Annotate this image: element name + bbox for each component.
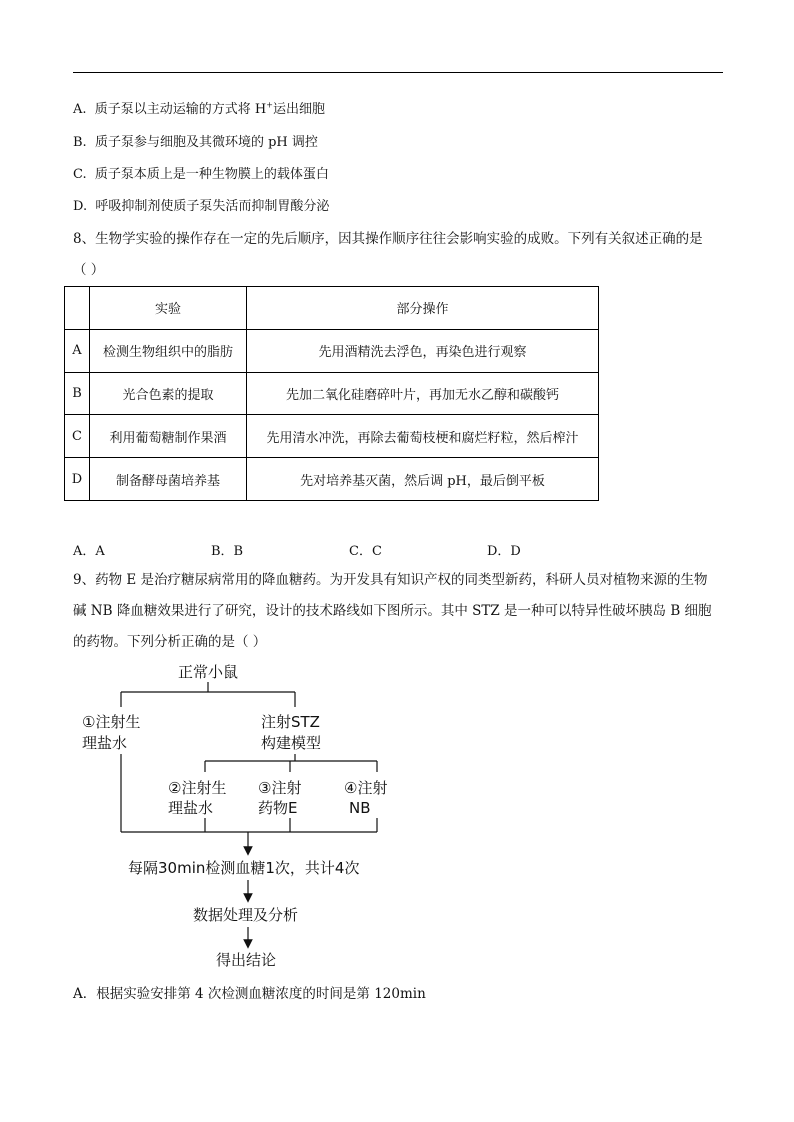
row-experiment: 光合色素的提取 bbox=[90, 372, 247, 415]
answer-option-b[interactable]: B．B bbox=[211, 544, 244, 559]
flow-branch1-line2: 理盐水 bbox=[82, 734, 128, 752]
option-prefix: C. bbox=[73, 167, 87, 182]
flow-sub2-line2: 理盐水 bbox=[168, 799, 214, 817]
flow-sub3-line2: 药物E bbox=[258, 799, 298, 817]
row-key: C bbox=[65, 415, 90, 458]
row-operation: 先用酒精洗去浮色，再染色进行观察 bbox=[247, 329, 599, 372]
row-key: B bbox=[65, 372, 90, 415]
option-text: 质子泵以主动运输的方式将 H bbox=[94, 102, 267, 117]
flow-sub3-line1: ③注射 bbox=[258, 779, 302, 797]
q9-option-a: A．根据实验安排第 4 次检测血糖浓度的时间是第 120min bbox=[73, 986, 426, 1002]
flow-root: 正常小鼠 bbox=[177, 663, 239, 681]
option-prefix: D. bbox=[73, 199, 88, 214]
answer-option-a[interactable]: A．A bbox=[73, 544, 105, 559]
q8-stem-line2: （ ） bbox=[73, 262, 105, 278]
flow-sub4-line2: NB bbox=[349, 799, 371, 817]
option-text: 质子泵本质上是一种生物膜上的载体蛋白 bbox=[94, 167, 329, 182]
row-operation: 先对培养基灭菌，然后调 pH，最后倒平板 bbox=[247, 458, 599, 501]
option-prefix: B. bbox=[73, 135, 87, 150]
option-text: 呼吸抑制剂使质子泵失活而抑制胃酸分泌 bbox=[95, 199, 330, 214]
table-header-cell: 部分操作 bbox=[247, 287, 599, 330]
q9-stem-line1: 9、药物 E 是治疗糖尿病常用的降血糖药。为开发具有知识产权的同类型新药，科研人员对植物来源的生物 bbox=[73, 572, 708, 588]
table-header-cell: 实验 bbox=[90, 287, 247, 330]
row-experiment: 利用葡萄糖制作果酒 bbox=[90, 415, 247, 458]
row-operation: 先加二氧化硅磨碎叶片，再加无水乙醇和碳酸钙 bbox=[247, 372, 599, 415]
row-key: D bbox=[65, 458, 90, 501]
flow-step3: 得出结论 bbox=[216, 951, 277, 969]
q9-stem-line3: 的药物。下列分析正确的是（ ） bbox=[73, 634, 267, 650]
flow-step1: 每隔30min检测血糖1次，共计4次 bbox=[128, 859, 360, 877]
row-experiment: 制备酵母菌培养基 bbox=[90, 458, 247, 501]
row-operation: 先用清水冲洗，再除去葡萄枝梗和腐烂籽粒，然后榨汁 bbox=[247, 415, 599, 458]
option-text: 运出细胞 bbox=[272, 102, 325, 117]
q9-stem-line2: 碱 NB 降血糖效果进行了研究，设计的技术路线如下图所示。其中 STZ 是一种可以特异性破坏胰岛 B 细胞 bbox=[73, 603, 712, 619]
option-prefix: A. bbox=[73, 102, 87, 117]
flow-branch1-line1: ①注射生 bbox=[82, 713, 141, 731]
flow-sub2-line1: ②注射生 bbox=[168, 779, 227, 797]
answer-option-d[interactable]: D．D bbox=[487, 544, 521, 559]
q8-stem-line1: 8、生物学实验的操作存在一定的先后顺序，因其操作顺序往往会影响实验的成败。下列有关叙述正确的是 bbox=[73, 231, 703, 247]
option-text: 质子泵参与细胞及其微环境的 pH 调控 bbox=[94, 135, 318, 150]
flow-sub4-line1: ④注射 bbox=[344, 779, 388, 797]
row-experiment: 检测生物组织中的脂肪 bbox=[90, 329, 247, 372]
flow-branch2-line2: 构建模型 bbox=[261, 734, 322, 752]
superscript: + bbox=[266, 100, 273, 110]
row-key: A bbox=[65, 329, 90, 372]
flow-branch2-line1: 注射STZ bbox=[261, 713, 320, 731]
flow-step2: 数据处理及分析 bbox=[193, 906, 299, 924]
answer-option-c[interactable]: C．C bbox=[349, 544, 382, 559]
